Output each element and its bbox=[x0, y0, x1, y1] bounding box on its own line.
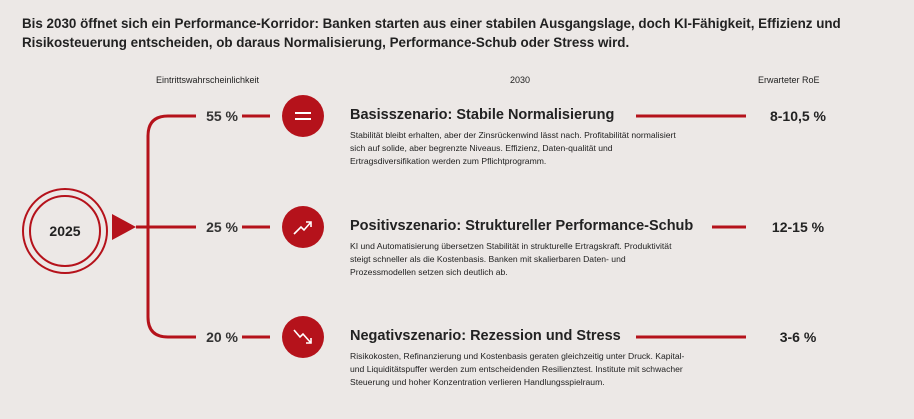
scenario-title-positive: Positivszenario: Struktureller Performance-Schub bbox=[350, 218, 694, 234]
start-arrow bbox=[112, 214, 136, 240]
scenario-desc-negative: Risikokosten, Refinanzierung und Kostenbasis geraten gleichzeitig unter Druck. Kapital- und Liquiditätspuffer werden zum entscheidenden Resilienztest. Institute mit schwacher Steuerung und hoher Konzentration verlieren Handlungsspielraum. bbox=[350, 351, 685, 387]
branch-bottom bbox=[148, 227, 196, 337]
column-header-roe: Erwarteter RoE bbox=[758, 75, 820, 85]
probability-positive: 25 % bbox=[206, 219, 238, 235]
equals-icon bbox=[282, 95, 324, 137]
column-header-probability: Eintrittswahrscheinlichkeit bbox=[156, 75, 260, 85]
roe-positive: 12-15 % bbox=[771, 219, 825, 235]
branch-top bbox=[148, 116, 196, 227]
headline: Bis 2030 öffnet sich ein Performance-Korridor: Banken starten aus einer stabilen Ausgangslage, doch KI-Fähigkeit, Effizienz und Risikosteuerung entscheiden, ob daraus Normalisierung, Performance-Schub oder Stress wird. bbox=[22, 16, 841, 50]
roe-negative: 3-6 % bbox=[779, 329, 817, 345]
column-header-year: 2030 bbox=[510, 75, 531, 85]
probability-negative: 20 % bbox=[206, 329, 238, 345]
trend-up-icon bbox=[282, 206, 324, 248]
roe-base: 8-10,5 % bbox=[769, 108, 827, 124]
scenario-title-negative: Negativszenario: Rezession und Stress bbox=[350, 328, 621, 344]
trend-down-icon bbox=[282, 316, 324, 358]
scenario-title-base: Basisszenario: Stabile Normalisierung bbox=[350, 107, 615, 123]
start-label: 2025 bbox=[49, 223, 81, 239]
start-node bbox=[29, 195, 101, 267]
probability-base: 55 % bbox=[206, 108, 238, 124]
scenario-desc-base: Stabilität bleibt erhalten, aber der Zinsrückenwind lässt nach. Profitabilität normalisiert sich auf solide, aber begrenzte Niveaus. Effizienz, Daten-qualität und Ertragsdiversifikation werden zum Pflichtprogramm. bbox=[350, 130, 676, 166]
scenario-desc-positive: KI und Automatisierung übersetzen Stabilität in strukturelle Ertragskraft. Produktivität steigt schneller als die Kostenbasis. Banken mit skalierbaren Daten- und Prozessmodellen setzen sich deutlich ab. bbox=[350, 241, 672, 277]
